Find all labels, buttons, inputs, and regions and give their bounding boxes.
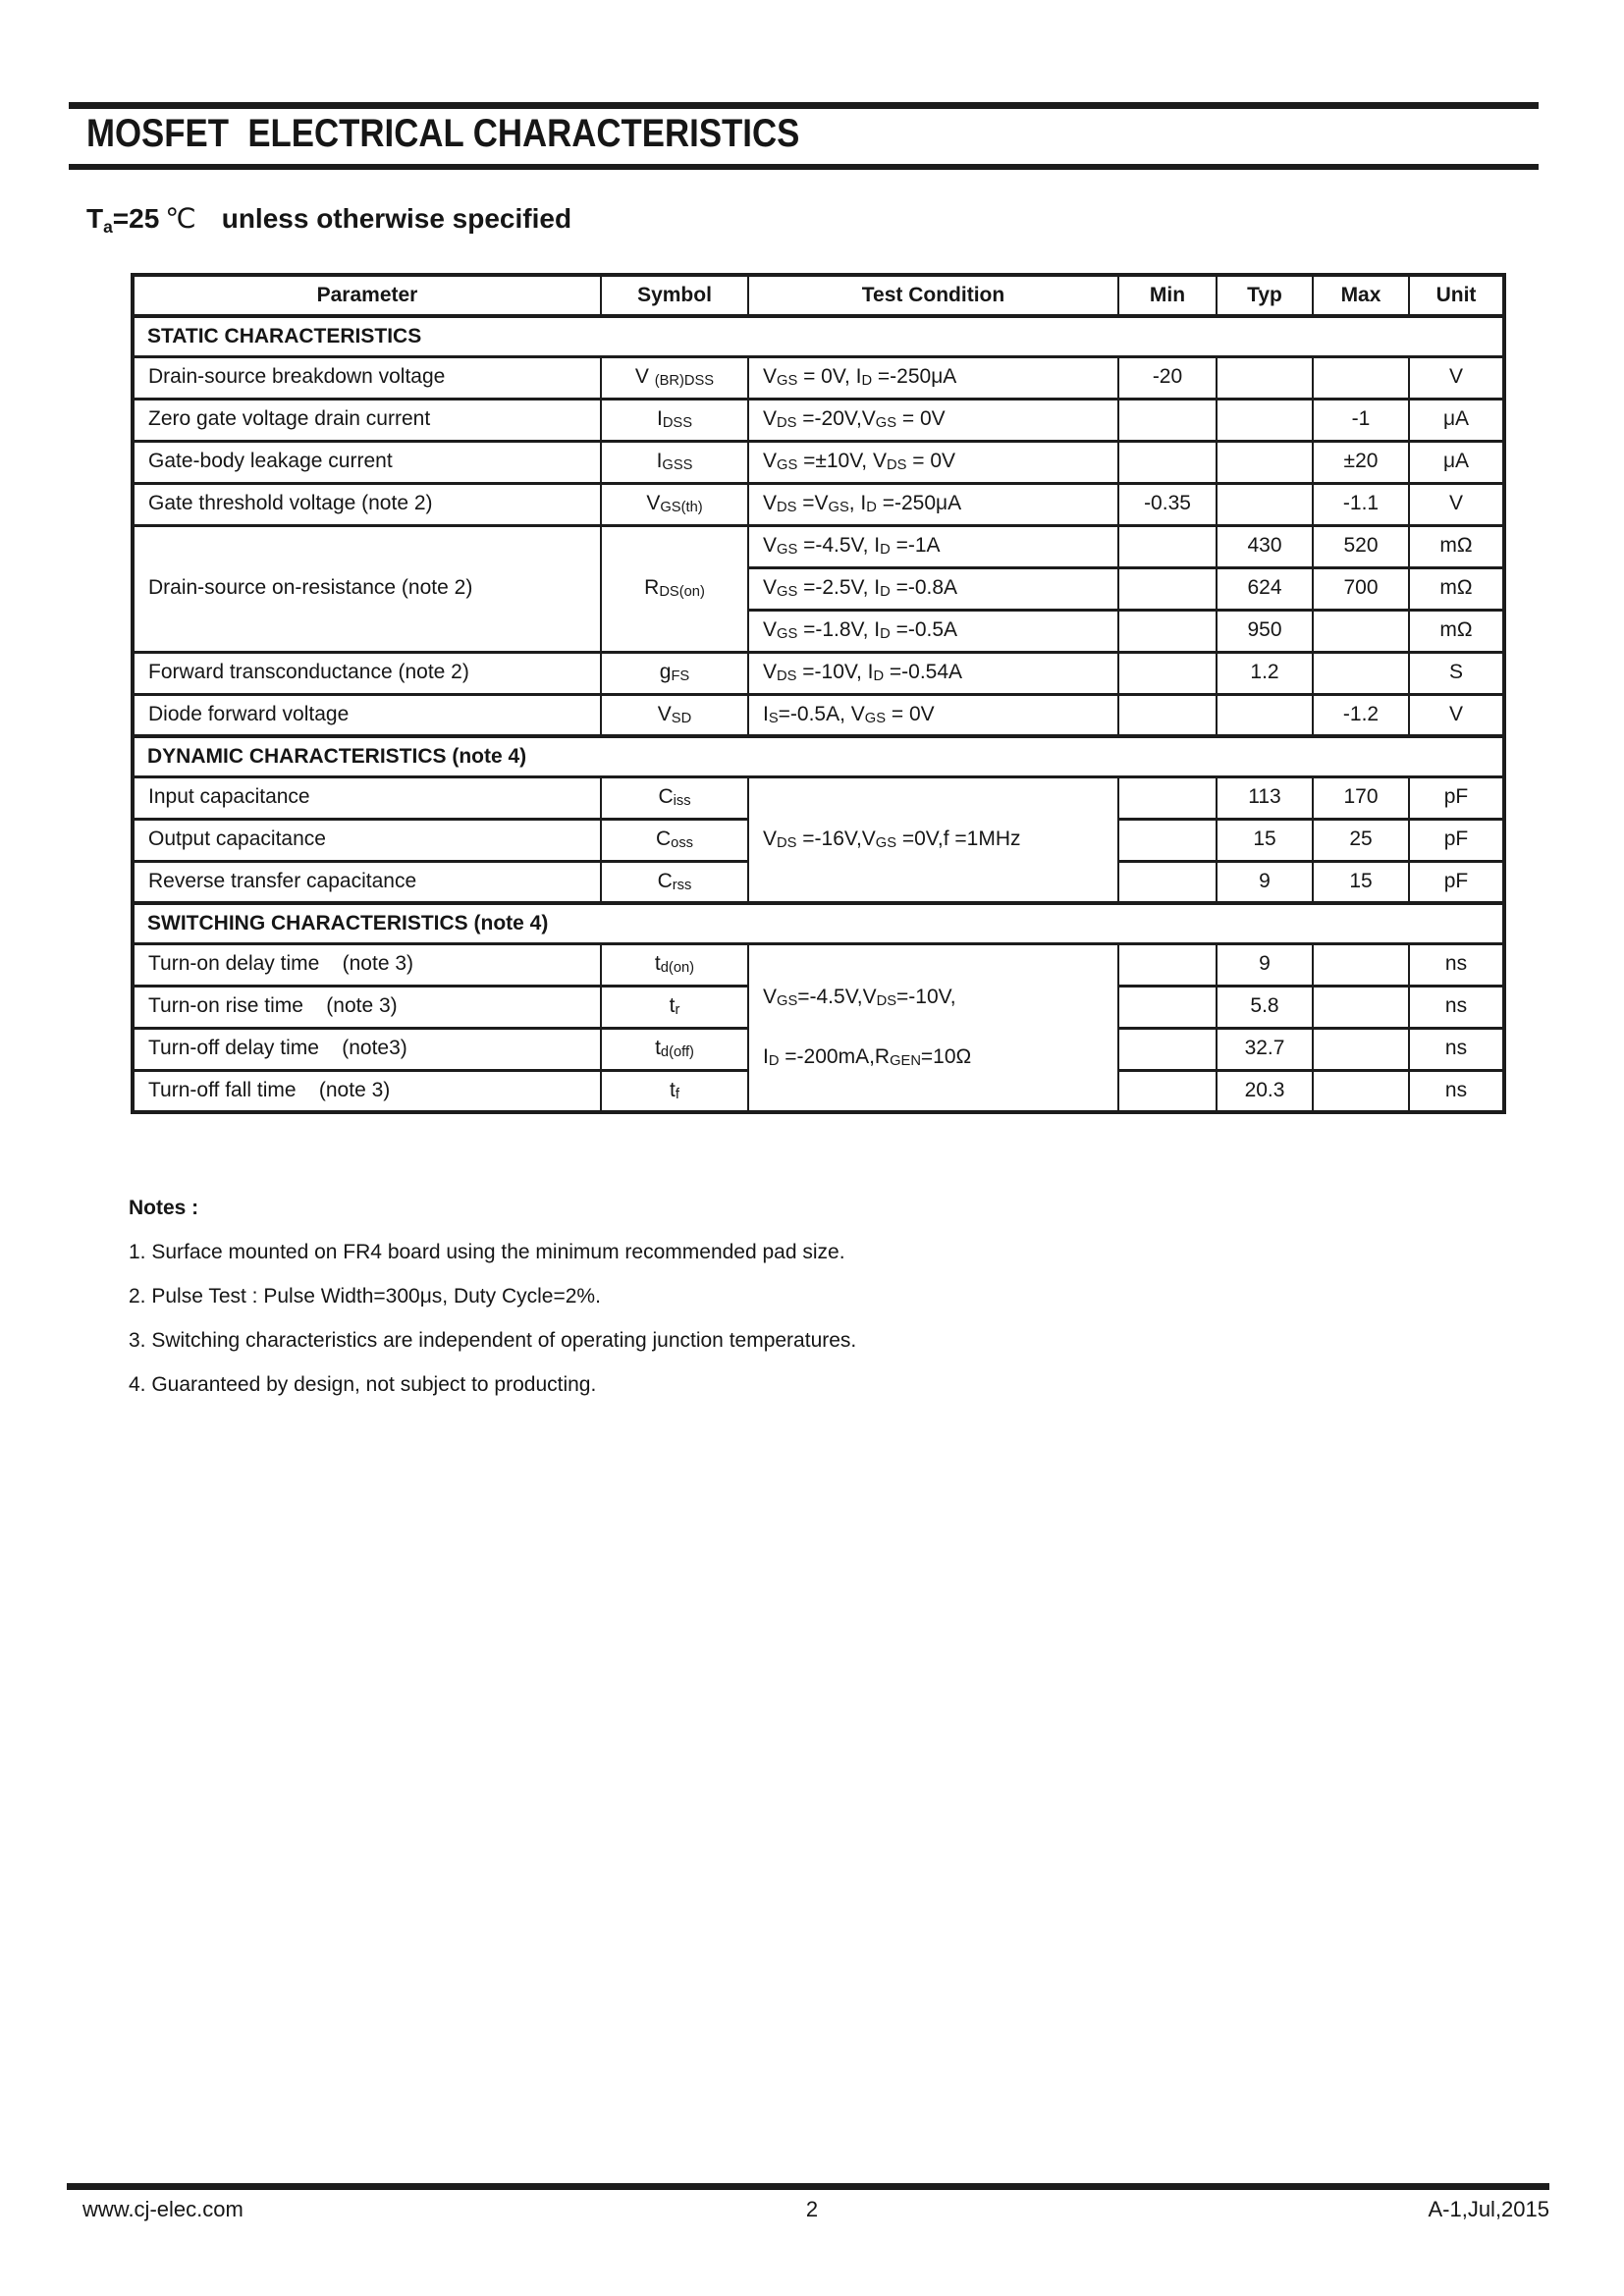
- min-cell: [1118, 441, 1217, 483]
- note-item: 4. Guaranteed by design, not subject to producting.: [129, 1373, 597, 1396]
- subscript: GS: [777, 626, 798, 643]
- footer-page-number: 2: [805, 2197, 819, 2221]
- typ-cell: [1217, 441, 1313, 483]
- unit-cell: mΩ: [1409, 610, 1504, 652]
- subscript: D: [880, 626, 891, 643]
- temp-suffix: unless otherwise specified: [221, 203, 572, 234]
- symbol-cell: VSD: [601, 694, 748, 736]
- subscript: SD: [671, 711, 692, 727]
- subscript: DS(on): [659, 584, 705, 601]
- col-header-test-condition: Test Condition: [748, 275, 1118, 316]
- param-cell: Turn-on delay time (note 3): [133, 943, 601, 986]
- symbol-cell: tf: [601, 1070, 748, 1112]
- max-cell: [1313, 943, 1409, 986]
- typ-cell: 15: [1217, 819, 1313, 861]
- max-cell: -1.1: [1313, 483, 1409, 525]
- temp-symbol: T: [86, 203, 104, 234]
- condition-cell: VDS =-10V, ID =-0.54A: [748, 652, 1118, 694]
- subscript: D: [866, 500, 877, 516]
- section-header: DYNAMIC CHARACTERISTICS (note 4): [133, 736, 1504, 776]
- min-cell: [1118, 652, 1217, 694]
- header-rule-top: [69, 102, 1539, 109]
- min-cell: [1118, 1028, 1217, 1070]
- condition-cell: VDS =-20V,VGS = 0V: [748, 399, 1118, 441]
- unit-cell: ns: [1409, 1070, 1504, 1112]
- condition-cell: VDS =-16V,VGS =0V,f =1MHz: [748, 776, 1118, 903]
- subscript: D: [880, 584, 891, 601]
- max-cell: 520: [1313, 525, 1409, 567]
- subscript: iss: [673, 793, 691, 810]
- symbol-cell: Crss: [601, 861, 748, 903]
- subscript: DS: [887, 457, 907, 474]
- symbol-cell: td(off): [601, 1028, 748, 1070]
- condition-cell: VGS =±10V, VDS = 0V: [748, 441, 1118, 483]
- min-cell: [1118, 694, 1217, 736]
- unit-cell: V: [1409, 694, 1504, 736]
- min-cell: -0.35: [1118, 483, 1217, 525]
- symbol-cell: gFS: [601, 652, 748, 694]
- temp-symbol-subscript: a: [103, 216, 113, 237]
- max-cell: -1: [1313, 399, 1409, 441]
- symbol-cell: V (BR)DSS: [601, 356, 748, 399]
- table-header-row: [133, 275, 1504, 316]
- max-cell: 700: [1313, 567, 1409, 610]
- symbol-cell: tr: [601, 986, 748, 1028]
- symbol-cell: IGSS: [601, 441, 748, 483]
- unit-cell: mΩ: [1409, 525, 1504, 567]
- param-cell: Zero gate voltage drain current: [133, 399, 601, 441]
- min-cell: [1118, 567, 1217, 610]
- subscript: D: [873, 668, 885, 685]
- section-header: SWITCHING CHARACTERISTICS (note 4): [133, 903, 1504, 943]
- subscript: DS: [777, 500, 797, 516]
- subscript: f: [675, 1087, 679, 1103]
- notes-heading: Notes :: [129, 1197, 199, 1219]
- subscript: GS: [864, 711, 887, 727]
- subscript: GS: [777, 457, 798, 474]
- subscript: d(off): [660, 1044, 694, 1061]
- typ-cell: 32.7: [1217, 1028, 1313, 1070]
- note-item: 3. Switching characteristics are independent of operating junction temperatures.: [129, 1329, 857, 1352]
- param-cell: Drain-source breakdown voltage: [133, 356, 601, 399]
- subscript: GS: [875, 415, 897, 432]
- condition-cell: VGS =-1.8V, ID =-0.5A: [748, 610, 1118, 652]
- param-cell: Turn-off fall time (note 3): [133, 1070, 601, 1112]
- max-cell: 15: [1313, 861, 1409, 903]
- subscript: DS: [777, 668, 797, 685]
- section-header: STATIC CHARACTERISTICS: [133, 316, 1504, 356]
- subscript: rss: [672, 878, 692, 894]
- note-item: 1. Surface mounted on FR4 board using the minimum recommended pad size.: [129, 1241, 845, 1263]
- table-row: [133, 441, 1504, 483]
- typ-cell: 20.3: [1217, 1070, 1313, 1112]
- typ-cell: 9: [1217, 861, 1313, 903]
- param-cell: Output capacitance: [133, 819, 601, 861]
- unit-cell: V: [1409, 356, 1504, 399]
- table-row: [133, 652, 1504, 694]
- col-header-typ: Typ: [1217, 275, 1313, 316]
- max-cell: [1313, 1028, 1409, 1070]
- max-cell: -1.2: [1313, 694, 1409, 736]
- subscript: D: [768, 1052, 780, 1069]
- notes-section: [129, 1186, 856, 1407]
- max-cell: [1313, 986, 1409, 1028]
- col-header-min: Min: [1118, 275, 1217, 316]
- symbol-cell: IDSS: [601, 399, 748, 441]
- min-cell: [1118, 399, 1217, 441]
- min-cell: [1118, 525, 1217, 567]
- unit-cell: ns: [1409, 1028, 1504, 1070]
- unit-cell: ns: [1409, 943, 1504, 986]
- subscript: GS: [777, 542, 798, 559]
- subscript: r: [675, 1002, 680, 1019]
- condition-cell: IS=-0.5A, VGS = 0V: [748, 694, 1118, 736]
- max-cell: 25: [1313, 819, 1409, 861]
- table-row: [133, 356, 1504, 399]
- min-cell: [1118, 819, 1217, 861]
- param-cell: Input capacitance: [133, 776, 601, 819]
- col-header-parameter: Parameter: [133, 275, 601, 316]
- celsius-symbol: ℃: [165, 202, 196, 235]
- condition-cell: VGS = 0V, ID =-250μA: [748, 356, 1118, 399]
- table-row: [133, 399, 1504, 441]
- subscript: GS: [777, 992, 798, 1009]
- symbol-cell: Coss: [601, 819, 748, 861]
- min-cell: [1118, 861, 1217, 903]
- note-item: 2. Pulse Test : Pulse Width=300μs, Duty Cycle=2%.: [129, 1285, 601, 1308]
- min-cell: [1118, 986, 1217, 1028]
- condition-cell: VGS=-4.5V,VDS=-10V, ID =-200mA,RGEN=10Ω: [748, 943, 1118, 1112]
- max-cell: [1313, 356, 1409, 399]
- typ-cell: 430: [1217, 525, 1313, 567]
- typ-cell: 113: [1217, 776, 1313, 819]
- unit-cell: pF: [1409, 819, 1504, 861]
- param-cell: Drain-source on-resistance (note 2): [133, 525, 601, 652]
- subscript: DS: [876, 992, 897, 1009]
- condition-cell: VDS =VGS, ID =-250μA: [748, 483, 1118, 525]
- symbol-cell: VGS(th): [601, 483, 748, 525]
- symbol-cell: td(on): [601, 943, 748, 986]
- table-row: [133, 776, 1504, 819]
- subscript: GSS: [662, 457, 693, 474]
- subscript: FS: [671, 668, 690, 685]
- typ-cell: [1217, 356, 1313, 399]
- table-row: [133, 483, 1504, 525]
- subscript: d(on): [660, 960, 695, 977]
- typ-cell: 9: [1217, 943, 1313, 986]
- subscript: GS: [875, 835, 897, 852]
- param-cell: Gate-body leakage current: [133, 441, 601, 483]
- unit-cell: S: [1409, 652, 1504, 694]
- subscript: GS: [777, 373, 798, 390]
- subscript: GEN: [890, 1052, 921, 1069]
- table-row: [133, 943, 1504, 986]
- unit-cell: ns: [1409, 986, 1504, 1028]
- symbol-cell: Ciss: [601, 776, 748, 819]
- param-cell: Turn-on rise time (note 3): [133, 986, 601, 1028]
- table-row: [133, 694, 1504, 736]
- characteristics-table: [131, 273, 1506, 1114]
- min-cell: [1118, 610, 1217, 652]
- col-header-symbol: Symbol: [601, 275, 748, 316]
- max-cell: 170: [1313, 776, 1409, 819]
- subscript: S: [768, 711, 779, 727]
- unit-cell: μA: [1409, 441, 1504, 483]
- unit-cell: V: [1409, 483, 1504, 525]
- param-cell: Forward transconductance (note 2): [133, 652, 601, 694]
- table-section-row: [133, 316, 1504, 356]
- unit-cell: pF: [1409, 861, 1504, 903]
- subscript: GS(th): [660, 500, 703, 516]
- table-row: [133, 525, 1504, 567]
- typ-cell: [1217, 483, 1313, 525]
- page-title: MOSFET ELECTRICAL CHARACTERISTICS: [86, 112, 800, 155]
- condition-cell: VGS =-4.5V, ID =-1A: [748, 525, 1118, 567]
- min-cell: [1118, 1070, 1217, 1112]
- col-header-unit: Unit: [1409, 275, 1504, 316]
- max-cell: ±20: [1313, 441, 1409, 483]
- subscript: D: [880, 542, 891, 559]
- typ-cell: [1217, 399, 1313, 441]
- max-cell: [1313, 610, 1409, 652]
- header-rule-bottom: [69, 164, 1539, 170]
- footer-rule: [67, 2183, 1549, 2190]
- subscript: DS: [777, 835, 797, 852]
- temp-value: =25: [112, 203, 160, 234]
- typ-cell: 950: [1217, 610, 1313, 652]
- param-cell: Reverse transfer capacitance: [133, 861, 601, 903]
- condition-cell: VGS =-2.5V, ID =-0.8A: [748, 567, 1118, 610]
- param-cell: Gate threshold voltage (note 2): [133, 483, 601, 525]
- subscript: GS: [777, 584, 798, 601]
- subscript: DS: [777, 415, 797, 432]
- max-cell: [1313, 1070, 1409, 1112]
- table-section-row: [133, 736, 1504, 776]
- typ-cell: [1217, 694, 1313, 736]
- unit-cell: pF: [1409, 776, 1504, 819]
- unit-cell: μA: [1409, 399, 1504, 441]
- min-cell: [1118, 776, 1217, 819]
- subscript: DSS: [662, 415, 693, 432]
- max-cell: [1313, 652, 1409, 694]
- typ-cell: 1.2: [1217, 652, 1313, 694]
- typ-cell: 5.8: [1217, 986, 1313, 1028]
- param-cell: Turn-off delay time (note3): [133, 1028, 601, 1070]
- temp-condition-note: [86, 202, 571, 238]
- subscript: oss: [671, 835, 694, 852]
- table-section-row: [133, 903, 1504, 943]
- typ-cell: 624: [1217, 567, 1313, 610]
- col-header-max: Max: [1313, 275, 1409, 316]
- unit-cell: mΩ: [1409, 567, 1504, 610]
- min-cell: [1118, 943, 1217, 986]
- subscript: D: [861, 373, 873, 390]
- footer-revision: A-1,Jul,2015: [1428, 2197, 1549, 2221]
- footer-website: www.cj-elec.com: [82, 2197, 244, 2221]
- subscript: (BR)DSS: [654, 373, 715, 390]
- subscript: GS: [828, 500, 849, 516]
- param-cell: Diode forward voltage: [133, 694, 601, 736]
- symbol-cell: RDS(on): [601, 525, 748, 652]
- min-cell: -20: [1118, 356, 1217, 399]
